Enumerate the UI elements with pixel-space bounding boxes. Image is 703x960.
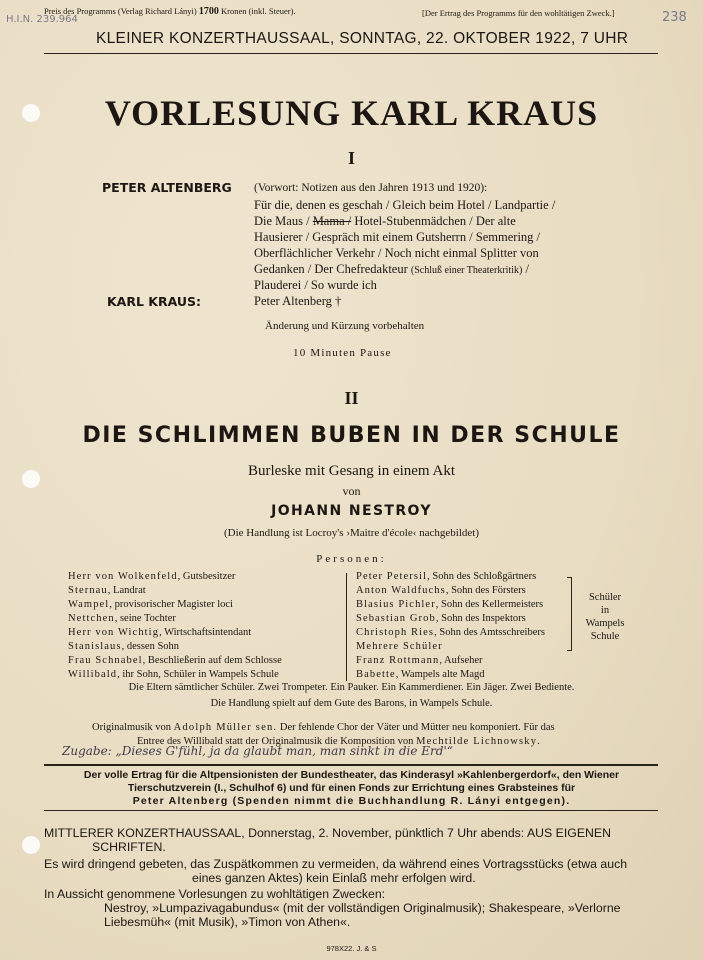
cast-entry: Willibald, ihr Sohn, Schüler in Wampels Schule — [68, 669, 279, 680]
page-title: VORLESUNG KARL KRAUS — [104, 93, 599, 133]
handwritten-encore-note: Zugabe: „Dieses G'fühl, ja da glaubt man, man sinkt in die Erd'“ — [62, 744, 453, 758]
cast-entry: Blasius Pichler, Sohn des Kellermeisters — [356, 599, 544, 610]
changes-note: Änderung und Kürzung vorbehalten — [265, 320, 425, 332]
program-line: Plauderei / So wurde ich — [254, 278, 377, 292]
cast-entry: Nettchen, seine Tochter — [68, 613, 176, 624]
upcoming-line: Liebesmüh« (mit Musik), »Timon von Athen«. — [104, 915, 351, 929]
part-numeral-2: II — [344, 388, 359, 408]
pupils-label: Schüler in Wampels Schule — [585, 592, 625, 642]
header-rule — [44, 53, 658, 54]
play-subtitle: Burleske mit Gesang in einem Akt — [247, 463, 456, 479]
archive-number: H.I.N. 239.964 — [6, 14, 78, 25]
cast-entry: Herr von Wichtig, Wirtschaftsintendant — [68, 627, 252, 638]
intermission-note: 10 Minuten Pause — [293, 347, 392, 359]
cast-entry: Christoph Ries, Sohn des Amtsschreibers — [356, 627, 545, 638]
price-note: Preis des Programms (Verlag Richard Lányi) 1700 Kronen (inkl. Steuer). — [44, 6, 296, 17]
latecomer-notice-cont: eines ganzen Aktes) kein Einlaß mehr erfolgen wird. — [192, 871, 476, 885]
cast-entry: Franz Rottmann, Aufseher — [356, 655, 483, 666]
next-event: MITTLERER KONZERTHAUSSAAL, Donnerstag, 2. November, pünktlich 7 Uhr abends: AUS EIGENEN — [44, 826, 612, 840]
preface-note: (Vorwort: Notizen aus den Jahren 1913 und 1920): — [254, 182, 488, 194]
printer-mark: 978X22. J. & S — [326, 944, 377, 953]
upcoming-heading: In Aussicht genommene Vorlesungen zu wohltätigen Zwecken: — [44, 887, 386, 901]
cast-entry: Mehrere Schüler — [356, 641, 443, 652]
adaptation-note: (Die Handlung ist Locroy's ›Maitre d'école‹ nachgebildet) — [223, 527, 480, 539]
author-kraus: KARL KRAUS: — [107, 294, 202, 309]
charity-rule-top — [44, 764, 658, 766]
setting-note: Die Handlung spielt auf dem Gute des Barons, in Wampels Schule. — [210, 698, 493, 709]
venue-date-line: KLEINER KONZERTHAUSSAAL, SONNTAG, 22. OKTOBER 1922, 7 UHR — [96, 30, 629, 47]
pupils-bracket — [567, 577, 572, 651]
music-note-2: Entree des Willibald statt der Originalmusik die Komposition von Mechtilde Lichnowsky. — [137, 736, 540, 747]
next-event-cont: SCHRIFTEN. — [92, 840, 166, 854]
upcoming-line: Nestroy, »Lumpazivagabundus« (mit der vollständigen Originalmusik); Shakespeare, »Verlorne — [104, 901, 621, 915]
cast-entry: Peter Petersil, Sohn des Schloßgärtners — [356, 571, 537, 582]
program-line: Für die, denen es geschah / Gleich beim Hotel / Landpartie / — [254, 198, 556, 212]
author-altenberg: PETER ALTENBERG — [102, 180, 232, 195]
charity-line: Tierschutzverein (I., Schulhof 6) und für einen Fonds zur Errichtung eines Grabsteines für — [127, 782, 576, 794]
cast-entry: Herr von Wolkenfeld, Gutsbesitzer — [68, 571, 236, 582]
cast-entry: Sternau, Landrat — [68, 585, 146, 596]
charity-line: Der volle Ertrag für die Altpensionisten der Bundestheater, das Kinderasyl »Kahlenbergerdorf«, den Wiener — [83, 769, 620, 781]
page-number-pencil: 238 — [662, 10, 687, 25]
cast-entry: Frau Schnabel, Beschließerin auf dem Schlosse — [68, 655, 282, 666]
play-author: JOHANN NESTROY — [271, 503, 432, 519]
punch-hole — [22, 836, 40, 854]
cast-entry: Sebastian Grob, Sohn des Inspektors — [356, 613, 526, 624]
charity-rule-bottom — [44, 810, 658, 811]
cast-entry: Babette, Wampels alte Magd — [356, 669, 485, 680]
part-numeral-1: I — [347, 148, 355, 168]
cast-entry: Stanislaus, dessen Sohn — [68, 641, 180, 652]
program-line: Die Maus / Mama / Hotel-Stubenmädchen / Der alte — [254, 214, 516, 228]
cast-heading: Personen: — [316, 553, 387, 565]
cast-entry: Wampel, provisorischer Magister loci — [68, 599, 233, 610]
cast-entry: Anton Waldfuchs, Sohn des Försters — [356, 585, 526, 596]
program-line: Oberflächlicher Verkehr / Noch nicht einmal Splitter von — [254, 246, 539, 260]
cast-extras: Die Eltern sämtlicher Schüler. Zwei Trompeter. Ein Pauker. Ein Kammerdiener. Ein Jäger. Zwei Bediente. — [128, 682, 575, 693]
play-title: DIE SCHLIMMEN BUBEN IN DER SCHULE — [82, 423, 621, 448]
charity-line: Peter Altenberg (Spenden nimmt die Buchhandlung R. Lányi entgegen). — [132, 795, 571, 807]
proceeds-note: [Der Ertrag des Programms für den wohltätigen Zweck.] — [422, 8, 615, 18]
music-note: Originalmusik von Adolph Müller sen. Der fehlende Chor der Väter und Mütter neu komponiert. Für das — [92, 722, 555, 733]
program-line: Gedanken / Der Chefredakteur (Schluß einer Theaterkritik) / — [254, 262, 529, 276]
cast-divider — [346, 573, 347, 681]
program-line: Hausierer / Gespräch mit einem Gutsherrn / Semmering / — [254, 230, 541, 244]
byline-von: von — [342, 484, 361, 498]
kraus-piece: Peter Altenberg † — [254, 294, 342, 308]
latecomer-notice: Es wird dringend gebeten, das Zuspätkommen zu vermeiden, da während eines Vortragsstücks (etwa auch — [44, 857, 628, 871]
